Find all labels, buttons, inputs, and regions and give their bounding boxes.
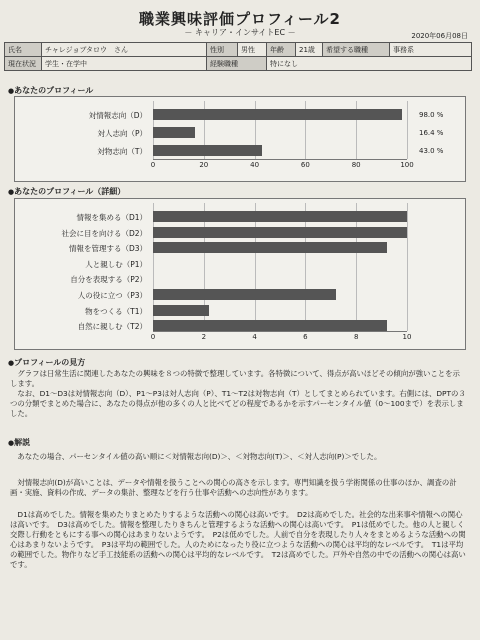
- x-tick-label: 20: [199, 161, 209, 169]
- x-tick-label: 40: [250, 161, 260, 169]
- section-explanation-title: [8, 437, 30, 448]
- bar: [153, 145, 262, 156]
- section-detail-title: [8, 186, 125, 197]
- category-label: 社会に目を向ける（D2）: [61, 228, 147, 238]
- page-title: 職業興味評価プロフィール2: [139, 10, 341, 28]
- category-label: 対物志向（T）: [97, 147, 147, 156]
- profile-chart: [14, 96, 466, 182]
- x-tick-label: 60: [300, 161, 310, 169]
- percentile-label: 43.0 %: [419, 147, 444, 155]
- gender-value: 男性: [238, 43, 267, 57]
- category-label: 物をつくる（T1）: [85, 306, 147, 316]
- age-value: 21歳: [296, 43, 323, 57]
- x-tick-label: 4: [252, 333, 257, 341]
- experience-value: 特になし: [267, 57, 472, 71]
- gridline: [356, 203, 357, 331]
- x-axis-line: [153, 159, 407, 160]
- x-tick-label: 2: [201, 333, 207, 341]
- category-label: 情報を管理する（D3）: [68, 244, 147, 254]
- bar: [153, 320, 387, 331]
- section-profile-title-text: あなたのプロフィール: [14, 86, 94, 95]
- report-date: 2020年06月08日: [411, 32, 468, 40]
- experience-label: 経験職種: [207, 57, 267, 71]
- x-tick-label: 0: [150, 333, 156, 341]
- bullet-icon: ●: [8, 188, 15, 196]
- percentile-label: 98.0 %: [419, 111, 444, 119]
- detail-profile-chart: [14, 198, 466, 350]
- section-howto-title: [8, 357, 85, 368]
- bar: [153, 109, 402, 120]
- bar: [153, 211, 407, 222]
- bullet-icon: ●: [8, 87, 15, 95]
- x-tick-label: 10: [402, 333, 412, 341]
- gridline: [407, 101, 408, 159]
- bullet-icon: ●: [8, 439, 15, 447]
- category-label: 人と親しむ（P1）: [85, 259, 147, 269]
- profile-info-table: [4, 42, 472, 71]
- bar: [153, 289, 336, 300]
- status-value: 学生・在学中: [42, 57, 207, 71]
- bar: [153, 127, 195, 138]
- category-label: 人の役に立つ（P3）: [77, 291, 147, 300]
- page-subtitle: － キャリア・インサイトEC －: [184, 28, 296, 37]
- gridline: [407, 203, 408, 331]
- x-tick-label: 8: [353, 333, 359, 341]
- explanation-paragraph-3: D1は高めでした。情報を集めたりまとめたりするような活動への関心は高いです。 D2は高めでした。社会的な出来事や情報への関心は高いです。 D3は高めでした。情報を整理したりきちんと管理するような活動への関心は高いです。 P1は低めでした。他の人と親しく交際し行動をともにする事への関心はあまりないようです。 P2は低めでした。人前で自分を表現したり人々をまとめるような活動への関心はあまりないようです。 P3は平均の範囲でした。人のためになったり役に立つような活動への関心は平均的なレベルです。 T1は平均の範囲でした。物作りなど手工技能系の活動への関心は平均的なレベルです。 T2は高めでした。戸外や自然の中での活動への関心は高いです。: [10, 510, 466, 569]
- howto-paragraph-2: なお、D1～D3は対情報志向（D）、P1～P3は対人志向（P）、T1～T2は対物志向（T）としてまとめられています。右側には、DPTの３つの分類でまとめた場合に、あなたの得点が他の多くの人と比べてどの程度であるかを示すパーセンタイル値（0～100まで）を表示しました。: [10, 389, 466, 418]
- category-label: 自然に親しむ（T2）: [77, 322, 147, 332]
- category-label: 対人志向（P）: [97, 129, 147, 138]
- explanation-paragraph-2: 対情報志向(D)が高いことは、データや情報を扱うことへの関心の高さを示します。専門知識を扱う学術関係の仕事のほか、調査の計画・実施、資料の作成、データの集計、整理などを行う仕事や活動への志向性があります。: [10, 478, 457, 497]
- name-label: 氏名: [5, 43, 42, 57]
- section-explanation-title-text: 解説: [14, 438, 31, 447]
- section-howto-title-text: プロフィールの見方: [14, 358, 86, 367]
- howto-paragraph-1: グラフは日常生活に関連したあなたの興味を８つの特徴で整理しています。各特徴について、得点が高いほどその傾向が強いことを示します。: [10, 369, 460, 388]
- gridline: [305, 203, 306, 331]
- status-label: 現在状況: [5, 57, 42, 71]
- name-value: チャレジョブタロウ さん: [42, 43, 207, 57]
- bar: [153, 242, 387, 253]
- explanation-paragraph-1: あなたの場合、パーセンタイル値の高い順に＜対情報志向(D)＞、＜対物志向(T)＞、＜対人志向(P)＞でした。: [17, 452, 382, 461]
- category-label: 対情報志向（D）: [88, 111, 147, 120]
- bar: [153, 305, 209, 316]
- x-tick-label: 0: [150, 161, 156, 169]
- bar: [153, 227, 407, 238]
- x-tick-label: 6: [303, 333, 308, 341]
- bullet-icon: ●: [8, 359, 15, 367]
- x-tick-label: 80: [351, 161, 361, 169]
- section-detail-title-text: あなたのプロフィール（詳細）: [14, 187, 126, 196]
- category-label: 自分を表現する（P2）: [70, 275, 147, 285]
- percentile-label: 16.4 %: [419, 129, 444, 137]
- age-label: 年齢: [267, 43, 296, 57]
- desired-job-value: 事務系: [390, 43, 472, 57]
- gender-label: 性別: [207, 43, 238, 57]
- section-profile-title: [8, 85, 93, 96]
- desired-job-label: 希望する職種: [323, 43, 390, 57]
- gridline: [255, 203, 256, 331]
- category-label: 情報を集める（D1）: [76, 213, 147, 222]
- x-tick-label: 100: [400, 161, 414, 169]
